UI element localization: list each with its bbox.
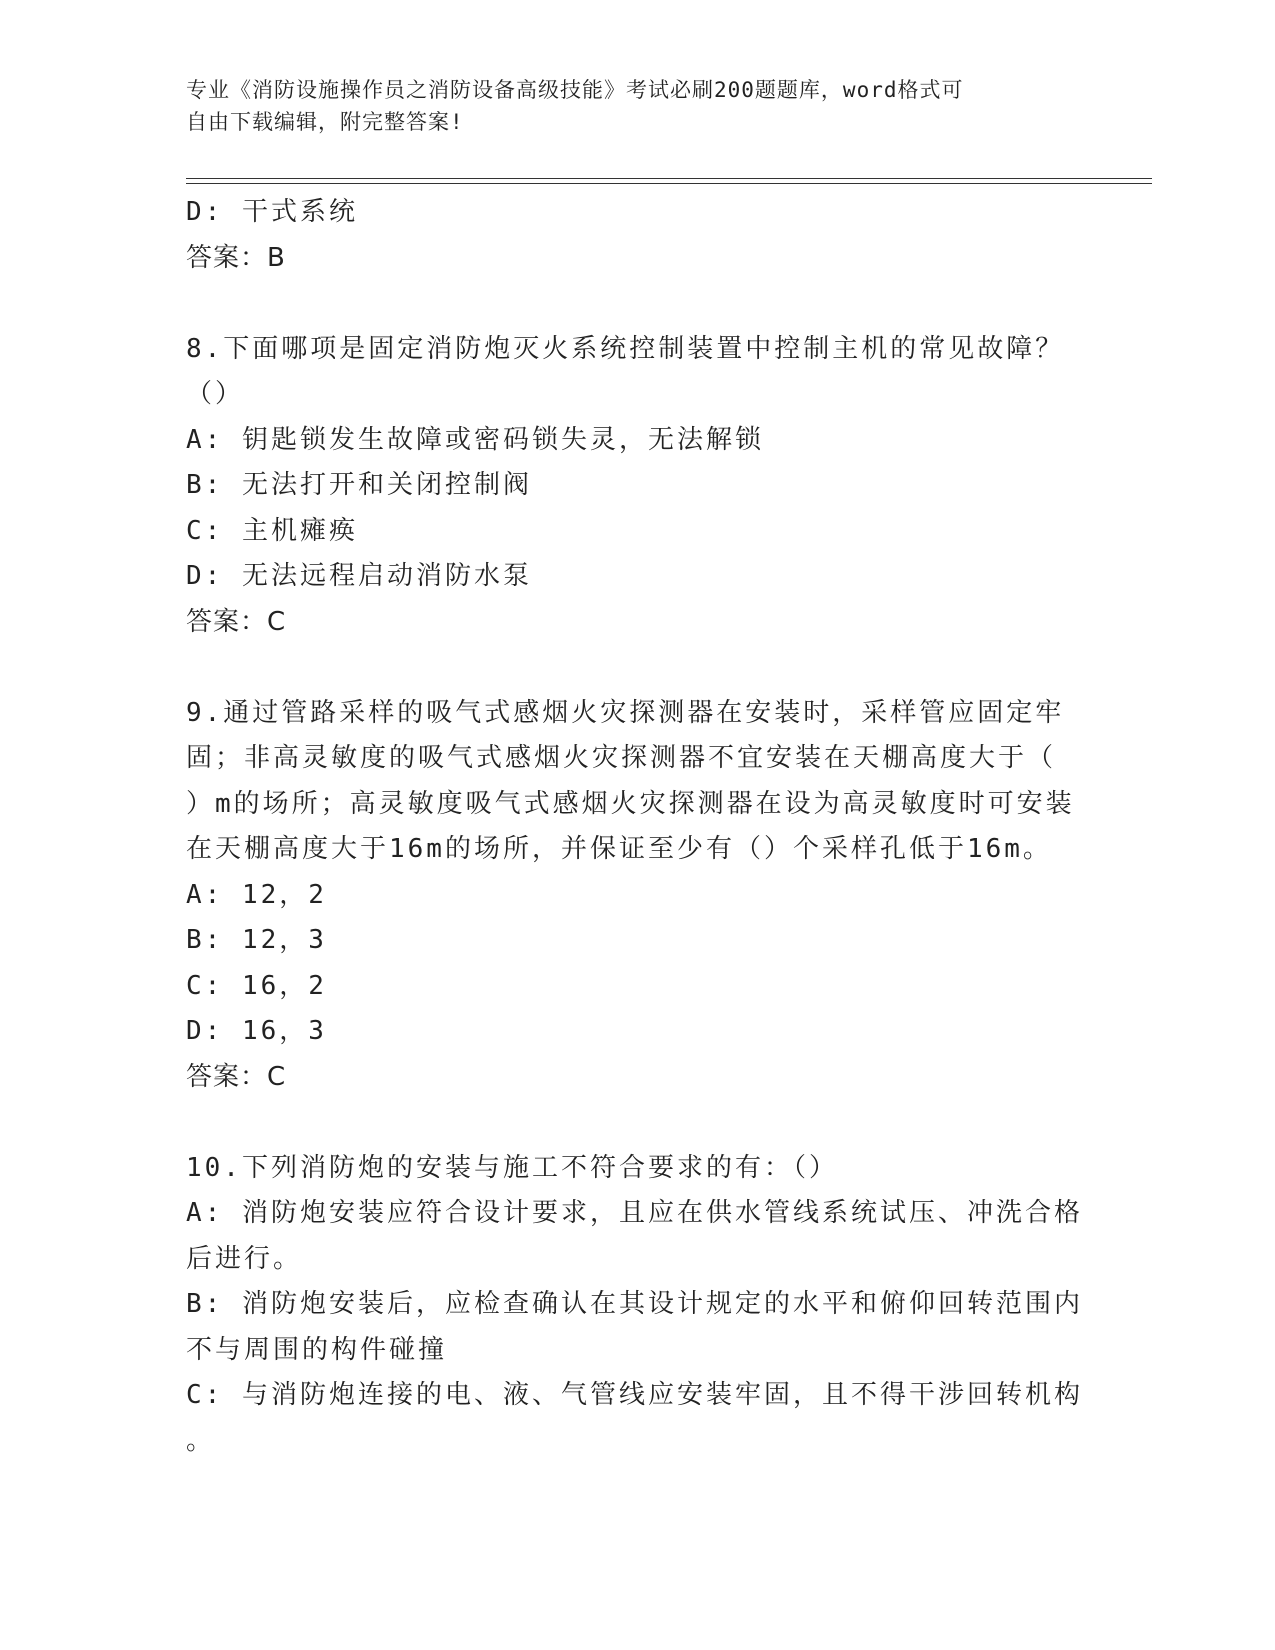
q9-stem-line-4: 在天棚高度大于16m的场所，并保证至少有（）个采样孔低于16m。 (186, 834, 1052, 864)
spacer (186, 1100, 1086, 1146)
q10-option-b-line-2: 不与周围的构件碰撞 (186, 1334, 448, 1365)
q8-option-b: B: 无法打开和关闭控制阀 (186, 470, 532, 500)
q9-option-b: B: 12，3 (186, 925, 327, 955)
question-9 (186, 691, 1086, 1101)
q8-stem-line-1: 8.下面哪项是固定消防炮灭火系统控制装置中控制主机的常见故障？ (186, 333, 1065, 364)
q9-answer: 答案：C (186, 1061, 287, 1092)
q10-option-c-line-1: C: 与消防炮连接的电、液、气管线应安装牢固，且不得干涉回转机构 (186, 1380, 1083, 1410)
q10-stem-line-1: 10.下列消防炮的安装与施工不符合要求的有：（） (186, 1152, 838, 1183)
page-header (186, 74, 1086, 138)
q7-option-d: D: 干式系统 (186, 197, 358, 227)
q9-option-d: D: 16，3 (186, 1016, 327, 1046)
q8-option-c: C: 主机瘫痪 (186, 515, 358, 546)
header-divider-top (186, 178, 1152, 179)
q9-stem-line-1: 9.通过管路采样的吸气式感烟火灾探测器在安装时，采样管应固定牢 (186, 697, 1065, 728)
q8-stem-line-2: （） (186, 379, 245, 409)
q7-answer: 答案：B (186, 242, 286, 273)
q9-stem-line-2: 固；非高灵敏度的吸气式感烟火灾探测器不宜安装在天棚高度大于（ (186, 743, 1057, 773)
q9-stem-line-3: ）m的场所；高灵敏度吸气式感烟火灾探测器在设为高灵敏度时可安装 (186, 788, 1075, 819)
spacer (186, 281, 1086, 327)
q8-option-a: A: 钥匙锁发生故障或密码锁失灵，无法解锁 (186, 424, 764, 455)
q10-option-c-line-2: 。 (186, 1425, 216, 1456)
question-10 (186, 1146, 1086, 1465)
header-line-2: 自由下载编辑，附完整答案! (186, 110, 464, 134)
q10-option-a-line-1: A: 消防炮安装应符合设计要求，且应在供水管线系统试压、冲洗合格 (186, 1198, 1083, 1228)
question-7-tail (186, 190, 1086, 281)
question-content (186, 190, 1086, 1464)
header-line-1: 专业《消防设施操作员之消防设备高级技能》考试必刷200题题库，word格式可 (186, 78, 964, 102)
q8-answer: 答案：C (186, 606, 287, 637)
q9-option-a: A: 12，2 (186, 879, 327, 910)
question-8 (186, 327, 1086, 646)
q9-option-c: C: 16，2 (186, 970, 327, 1001)
spacer (186, 645, 1086, 691)
q8-option-d: D: 无法远程启动消防水泵 (186, 561, 532, 591)
q10-option-b-line-1: B: 消防炮安装后，应检查确认在其设计规定的水平和俯仰回转范围内 (186, 1289, 1083, 1319)
header-divider-bottom (186, 183, 1152, 184)
q10-option-a-line-2: 后进行。 (186, 1243, 303, 1274)
